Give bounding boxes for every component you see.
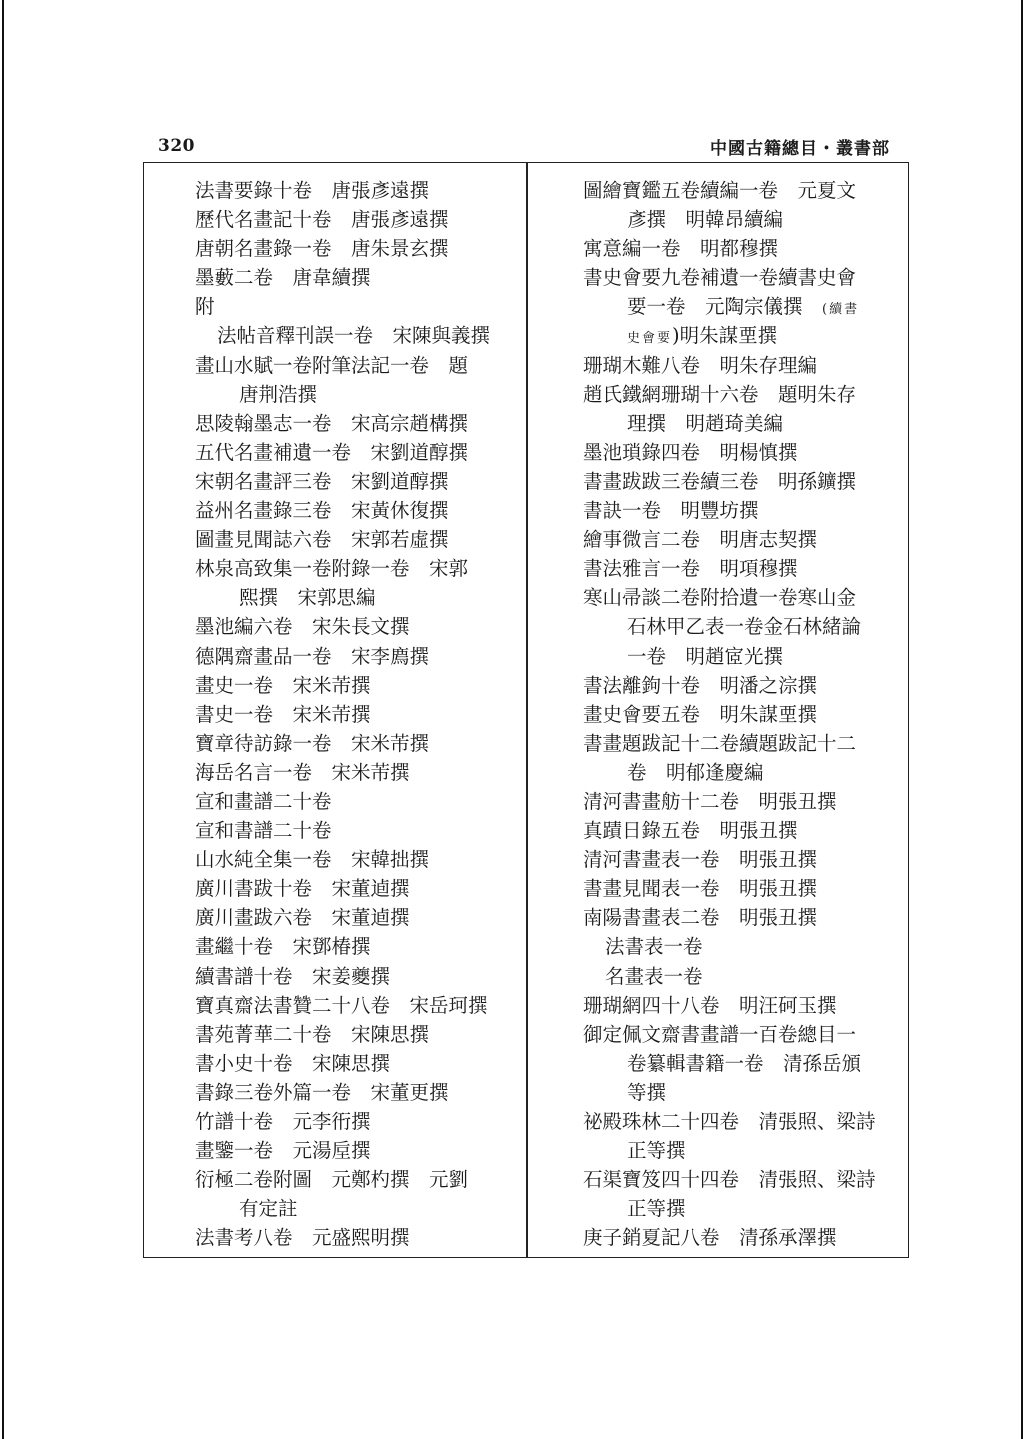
catalog-entry: 五代名畫補遺一卷 宋劉道醇撰	[195, 440, 469, 464]
catalog-entry-continuation: 彥撰 明韓昂續編	[627, 208, 784, 232]
catalog-entry: 唐朝名畫錄一卷 唐朱景玄撰	[195, 237, 449, 261]
catalog-entry-continuation: 正等撰	[627, 1139, 686, 1163]
catalog-entry: 書法雅言一卷 明項穆撰	[583, 557, 798, 581]
catalog-entry: 畫繼十卷 宋鄧椿撰	[195, 935, 371, 959]
catalog-entry: 書小史十卷 宋陳思撰	[195, 1051, 391, 1075]
catalog-entry: 書苑菁華二十卷 宋陳思撰	[195, 1022, 430, 1046]
page-edge-left	[2, 0, 4, 1439]
catalog-entry: 繪事微言二卷 明唐志契撰	[583, 528, 818, 552]
catalog-entry: 續書譜十卷 宋姜夔撰	[195, 964, 391, 988]
catalog-entry: 書訣一卷 明豐坊撰	[583, 499, 759, 523]
catalog-entry: 祕殿珠林二十四卷 清張照、梁詩	[583, 1110, 876, 1133]
catalog-entry: 思陵翰墨志一卷 宋高宗趙構撰	[195, 411, 469, 435]
catalog-entry-continuation: 一卷 明趙宧光撰	[627, 644, 784, 668]
catalog-entry: 畫鑒一卷 元湯垕撰	[195, 1139, 371, 1163]
right-column	[583, 176, 899, 1252]
catalog-entry: 宣和畫譜二十卷	[195, 789, 332, 813]
catalog-entry: 畫史會要五卷 明朱謀垔撰	[583, 702, 818, 726]
catalog-entry: 海岳名言一卷 宋米芾撰	[195, 760, 410, 784]
catalog-entry: 廣川書跋十卷 宋董逌撰	[195, 877, 410, 901]
catalog-entry: 圖繪寶鑑五卷續編一卷 元夏文	[583, 179, 857, 202]
page-number: 320	[158, 136, 195, 156]
entry-text: )明朱謀垔撰	[672, 324, 778, 348]
catalog-entry: 寒山帚談二卷附拾遺一卷寒山金	[583, 586, 857, 610]
catalog-entry: 真蹟日錄五卷 明張丑撰	[583, 819, 798, 843]
catalog-entry: 歷代名畫記十卷 唐張彥遠撰	[195, 208, 449, 232]
catalog-entry: 珊瑚木難八卷 明朱存理編	[583, 353, 818, 377]
running-title: 中國古籍總目・叢書部	[710, 139, 890, 159]
catalog-entry: 法書表一卷	[605, 935, 703, 959]
catalog-entry: 御定佩文齋書畫譜一百卷總目一	[583, 1022, 857, 1046]
catalog-entry-continuation: 正等撰	[627, 1197, 686, 1221]
appendix-label: 附	[195, 295, 215, 319]
catalog-entry: 寓意編一卷 明都穆撰	[583, 237, 779, 261]
catalog-entry-continuation: 唐荆浩撰	[239, 382, 318, 406]
catalog-entry: 庚子銷夏記八卷 清孫承澤撰	[583, 1226, 837, 1250]
catalog-entry-continuation: 卷纂輯書籍一卷 清孫岳頒	[627, 1051, 862, 1075]
catalog-entry: 清河書畫舫十二卷 明張丑撰	[583, 789, 837, 813]
catalog-entry: 南陽書畫表二卷 明張丑撰	[583, 906, 818, 930]
catalog-entry: 德隅齋畫品一卷 宋李廌撰	[195, 644, 430, 668]
catalog-entry: 書畫見聞表一卷 明張丑撰	[583, 877, 818, 901]
catalog-entry: 山水純全集一卷 宋韓拙撰	[195, 848, 430, 872]
catalog-entry: 石渠寶笈四十四卷 清張照、梁詩	[583, 1168, 876, 1192]
catalog-entry: 廣川畫跋六卷 宋董逌撰	[195, 906, 410, 930]
catalog-entry-continuation: 有定註	[239, 1197, 298, 1221]
catalog-entry: 書錄三卷外篇一卷 宋董更撰	[195, 1080, 449, 1104]
catalog-entry-continuation: 理撰 明趙琦美編	[627, 411, 784, 435]
catalog-entry: 趙氏鐵網珊瑚十六卷 題明朱存	[583, 382, 857, 406]
catalog-entry-continuation: 石林甲乙表一卷金石林緒論	[627, 615, 862, 639]
catalog-entry: 法帖音釋刊誤一卷 宋陳與義撰	[217, 324, 491, 348]
catalog-entry: 衍極二卷附圖 元鄭杓撰 元劉	[195, 1168, 469, 1192]
catalog-entry-continuation	[583, 321, 899, 350]
catalog-entry: 宣和書譜二十卷	[195, 819, 332, 843]
catalog-entry-continuation: 熙撰 宋郭思編	[239, 586, 376, 610]
catalog-entry-continuation: 等撰	[627, 1080, 667, 1104]
catalog-entry-continuation: 卷 明郁逢慶編	[627, 760, 764, 784]
small-note: (續書	[822, 302, 860, 318]
catalog-entry: 益州名畫錄三卷 宋黃休復撰	[195, 499, 449, 523]
catalog-entry: 墨池編六卷 宋朱長文撰	[195, 615, 410, 639]
page-edge-right	[1021, 0, 1023, 1439]
catalog-entry: 清河書畫表一卷 明張丑撰	[583, 848, 818, 872]
catalog-entry: 畫山水賦一卷附筆法記一卷 題	[195, 353, 469, 377]
catalog-entry: 書畫題跋記十二卷續題跋記十二	[583, 731, 857, 755]
catalog-entry: 墨池瑣錄四卷 明楊慎撰	[583, 440, 798, 464]
entry-text: 要一卷 元陶宗儀撰	[627, 295, 823, 319]
catalog-entry: 宋朝名畫評三卷 宋劉道醇撰	[195, 469, 449, 493]
catalog-entry: 圖畫見聞誌六卷 宋郭若虛撰	[195, 528, 449, 552]
catalog-entry: 畫史一卷 宋米芾撰	[195, 673, 371, 697]
left-column	[195, 176, 515, 1252]
catalog-entry-continuation	[583, 292, 899, 321]
catalog-entry: 書史會要九卷補遺一卷續書史會	[583, 266, 857, 290]
catalog-entry: 名畫表一卷	[605, 964, 703, 988]
catalog-entry: 書法離鉤十卷 明潘之淙撰	[583, 673, 818, 697]
catalog-entry: 林泉高致集一卷附錄一卷 宋郭	[195, 557, 469, 581]
catalog-entry: 書畫跋跋三卷續三卷 明孫鑛撰	[583, 469, 857, 493]
catalog-entry: 法書考八卷 元盛熙明撰	[195, 1226, 410, 1250]
catalog-entry: 竹譜十卷 元李衎撰	[195, 1110, 371, 1133]
column-divider	[526, 162, 528, 1258]
catalog-entry: 寶章待訪錄一卷 宋米芾撰	[195, 731, 430, 755]
catalog-entry: 墨藪二卷 唐韋續撰	[195, 266, 371, 290]
catalog-entry: 珊瑚網四十八卷 明汪砢玉撰	[583, 993, 837, 1017]
catalog-entry: 寶真齋法書贊二十八卷 宋岳珂撰	[195, 993, 488, 1017]
catalog-entry: 書史一卷 宋米芾撰	[195, 702, 371, 726]
catalog-entry: 法書要錄十卷 唐張彥遠撰	[195, 179, 430, 202]
small-note: 史會要	[627, 331, 673, 347]
